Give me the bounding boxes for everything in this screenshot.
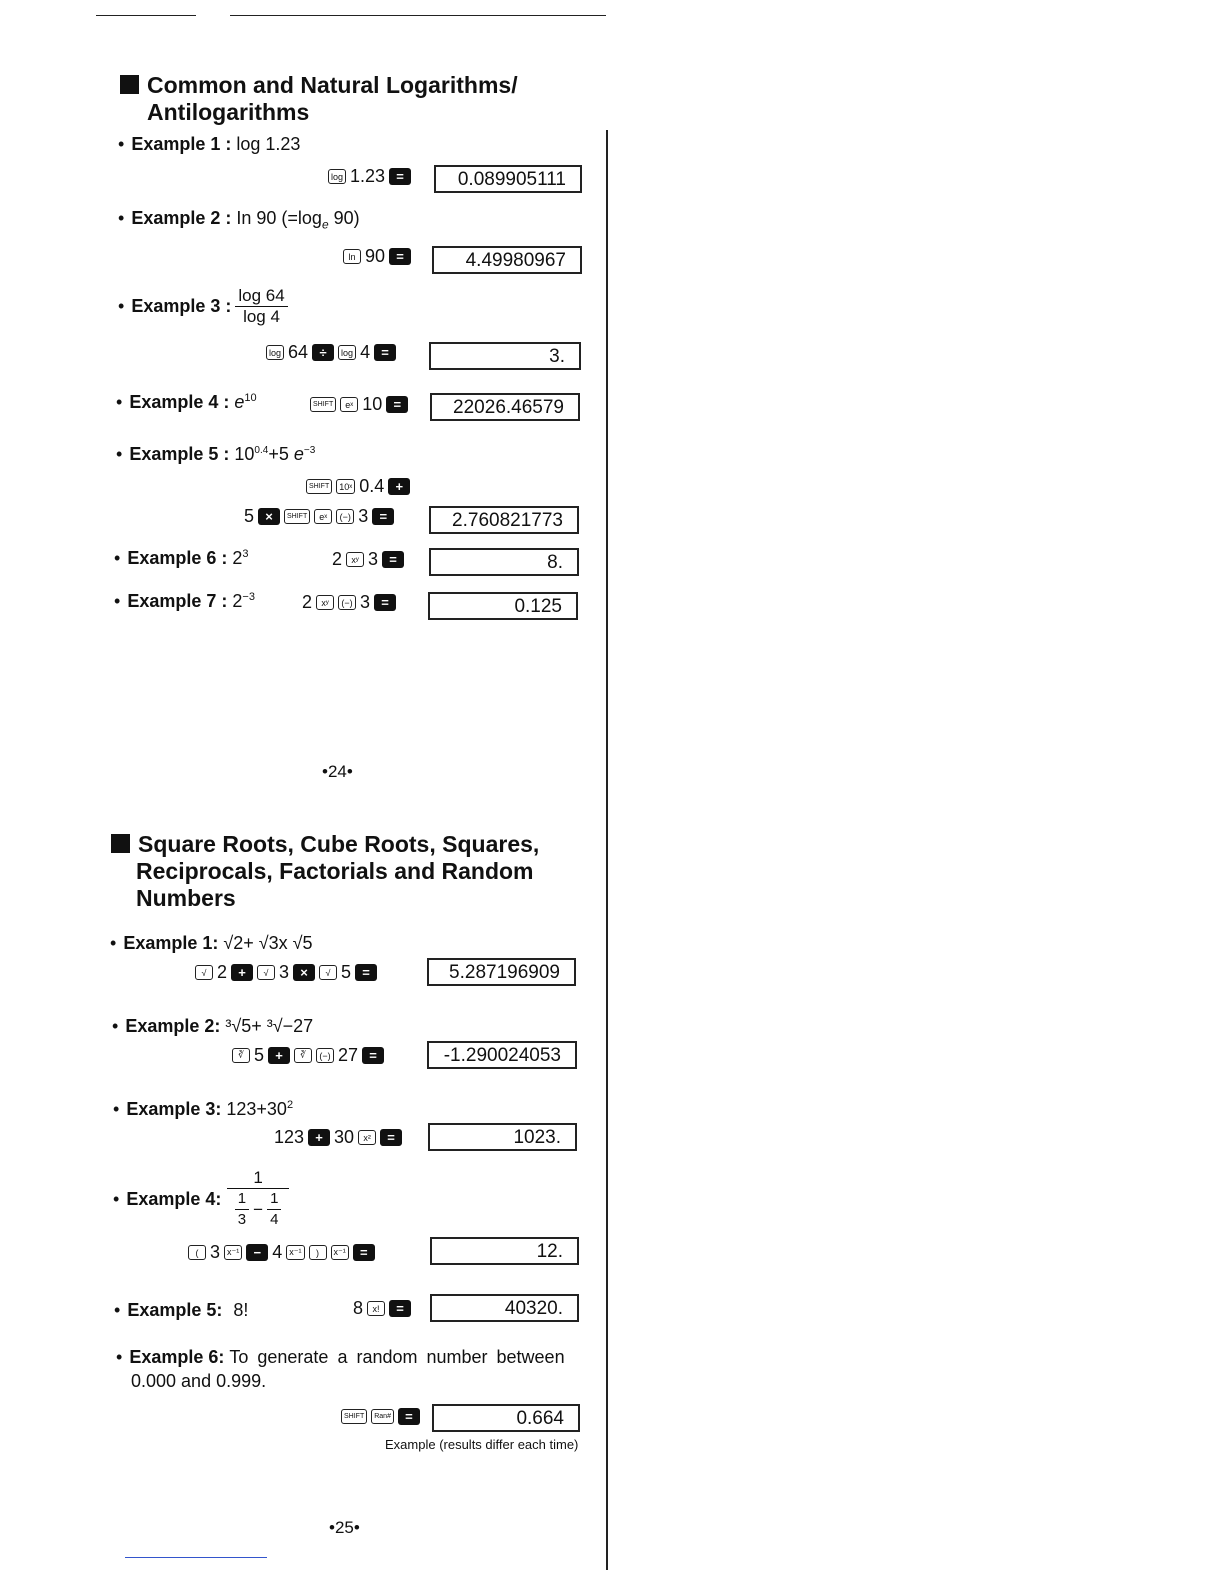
s2-example3-keys: 123 + 30 x² = [274, 1127, 402, 1148]
s2-example1-label: • Example 1: √2+ √3x √5 [110, 933, 313, 953]
s1-example5-display: 2.760821773 [429, 506, 579, 534]
s2-example1-keys: √ 2 + √ 3 × √ 5 = [195, 962, 377, 983]
s2-example6-display: 0.664 [432, 1404, 580, 1432]
equals-key-icon: = [389, 1300, 411, 1317]
section1-title-line1: Common and Natural Logarithms/ [147, 72, 518, 98]
s1-example4-display: 22026.46579 [430, 393, 580, 421]
power-key-icon: xʸ [316, 595, 334, 610]
s1-example3-keys: log 64 ÷ log 4 = [266, 342, 396, 363]
s1-example3-fraction: $\frac{\log 64}{\log 4}$ [235, 286, 287, 327]
shift-key-icon: SHIFT [284, 509, 310, 524]
s1-example7-display: 0.125 [428, 592, 578, 620]
close-paren-key-icon: ) [309, 1245, 327, 1260]
section2-title-line2: Reciprocals, Factorials and Random [136, 858, 534, 884]
s2-example5-display: 40320. [430, 1294, 579, 1322]
s1-example2-display: 4.49980967 [432, 246, 582, 274]
s1-example1-keys: log 1.23 = [328, 166, 411, 187]
s2-example6-text-line2: 0.000 and 0.999. [131, 1371, 267, 1391]
section2-title-line1: Square Roots, Cube Roots, Squares, [138, 831, 540, 857]
page-number-24: •24• [322, 762, 353, 781]
equals-key-icon: = [374, 594, 396, 611]
log-key-icon: log [338, 345, 356, 360]
s2-example4-label: • Example 4: 1 $\frac{1}{3}$ − $\frac{1}{4}$ [113, 1168, 289, 1230]
s2-example5-keys: 8 x! = [353, 1298, 411, 1319]
sqrt-key-icon: √ [195, 965, 213, 980]
s1-example3-display: 3. [429, 342, 581, 370]
heading-square-icon [111, 834, 130, 853]
plus-key-icon: + [308, 1129, 330, 1146]
plus-key-icon: + [268, 1047, 290, 1064]
s1-example2-label: • Example 2 : In 90 ($=\log_e$ 90) [118, 208, 360, 232]
plus-key-icon: + [231, 964, 253, 981]
s1-example1-display: 0.089905111 [434, 165, 582, 193]
section2-heading [111, 831, 539, 912]
exp-key-icon: eˣ [314, 509, 332, 524]
section1-heading [120, 72, 518, 126]
equals-key-icon: = [372, 508, 394, 525]
s2-example4-display: 12. [430, 1237, 579, 1265]
s1-example6-keys: 2 xʸ 3 = [332, 549, 404, 570]
equals-key-icon: = [362, 1047, 384, 1064]
bottom-link-rule [125, 1557, 267, 1558]
power-key-icon: xʸ [346, 552, 364, 567]
page-number-25: •25• [329, 1518, 360, 1537]
exp-key-icon: eˣ [340, 397, 358, 412]
s2-example6-label: • Example 6: To generate a random number between [116, 1347, 565, 1367]
top-rule-left [96, 15, 196, 16]
equals-key-icon: = [398, 1408, 420, 1425]
minus-key-icon: − [246, 1244, 268, 1261]
s1-example3-label: • Example 3 : $\frac{\log 64}{\log 4}$ [118, 286, 288, 327]
s2-example1-display: 5.287196909 [427, 958, 576, 986]
open-paren-key-icon: ( [188, 1245, 206, 1260]
vertical-rule [606, 130, 608, 1570]
s2-example4-keys: ( 3 x⁻¹ − 4 x⁻¹ ) x⁻¹ = [188, 1242, 375, 1263]
top-rule-right [230, 15, 606, 16]
multiply-key-icon: × [258, 508, 280, 525]
s2-example6-keys [341, 1408, 420, 1425]
random-key-icon: Ran# [371, 1409, 394, 1424]
s2-example2-keys: ∛ 5 + ∛ (−) 27 = [232, 1045, 384, 1066]
reciprocal-key-icon: x⁻¹ [224, 1245, 242, 1260]
s1-example5-label: • Example 5 : $10^{0.4}+5$ $e^{-3}$ [116, 444, 316, 464]
log-key-icon: log [328, 169, 346, 184]
shift-key-icon: SHIFT [310, 397, 336, 412]
cube-root-key-icon: ∛ [294, 1048, 312, 1063]
s2-example5-label: • Example 5: 8! [114, 1300, 249, 1320]
equals-key-icon: = [386, 396, 408, 413]
reciprocal-key-icon: x⁻¹ [331, 1245, 349, 1260]
ten-power-key-icon: 10ˣ [336, 479, 355, 494]
shift-key-icon: SHIFT [306, 479, 332, 494]
s1-example5-keys-line1: SHIFT 10ˣ 0.4 + [306, 476, 410, 497]
s1-example6-display: 8. [429, 548, 579, 576]
s2-example2-display: -1.290024053 [427, 1041, 577, 1069]
sqrt-key-icon: √ [257, 965, 275, 980]
multiply-key-icon: × [293, 964, 315, 981]
s2-example3-display: 1023. [428, 1123, 577, 1151]
s1-example5-keys-line2: 5 × SHIFT eˣ (−) 3 = [244, 506, 394, 527]
shift-key-icon: SHIFT [341, 1409, 367, 1424]
ln-key-icon: ln [343, 249, 361, 264]
equals-key-icon: = [389, 168, 411, 185]
s2-example6-note: Example (results differ each time) [385, 1437, 579, 1452]
negative-key-icon: (−) [336, 509, 354, 524]
s2-example2-label: • Example 2: ³√5+ ³√−27 [112, 1016, 314, 1036]
equals-key-icon: = [374, 344, 396, 361]
negative-key-icon: (−) [316, 1048, 334, 1063]
equals-key-icon: = [355, 964, 377, 981]
equals-key-icon: = [382, 551, 404, 568]
section2-title-line3: Numbers [136, 885, 236, 911]
s1-example4-label: • Example 4 : $e^{10}$ [116, 392, 257, 412]
plus-key-icon: + [388, 478, 410, 495]
equals-key-icon: = [353, 1244, 375, 1261]
equals-key-icon: = [380, 1129, 402, 1146]
s1-example7-keys: 2 xʸ (−) 3 = [302, 592, 396, 613]
cube-root-key-icon: ∛ [232, 1048, 250, 1063]
s2-example3-label: • Example 3: $123+30^2$ [113, 1099, 294, 1119]
equals-key-icon: = [389, 248, 411, 265]
sqrt-key-icon: √ [319, 965, 337, 980]
s1-example7-label: • Example 7 : $2^{-3}$ [114, 591, 255, 611]
s1-example2-keys: ln 90 = [343, 246, 411, 267]
heading-square-icon [120, 75, 139, 94]
square-key-icon: x² [358, 1130, 376, 1145]
factorial-key-icon: x! [367, 1301, 385, 1316]
s1-example6-label: • Example 6 : $2^3$ [114, 548, 249, 568]
section1-title-line2: Antilogarithms [147, 99, 310, 125]
divide-key-icon: ÷ [312, 344, 334, 361]
s1-example1-label: • Example 1 : log 1.23 [118, 134, 301, 154]
negative-key-icon: (−) [338, 595, 356, 610]
log-key-icon: log [266, 345, 284, 360]
reciprocal-key-icon: x⁻¹ [286, 1245, 304, 1260]
s1-example4-keys: SHIFT eˣ 10 = [310, 394, 408, 415]
s2-example4-fraction: 1 $\frac{1}{3}$ − $\frac{1}{4}$ [227, 1168, 288, 1230]
